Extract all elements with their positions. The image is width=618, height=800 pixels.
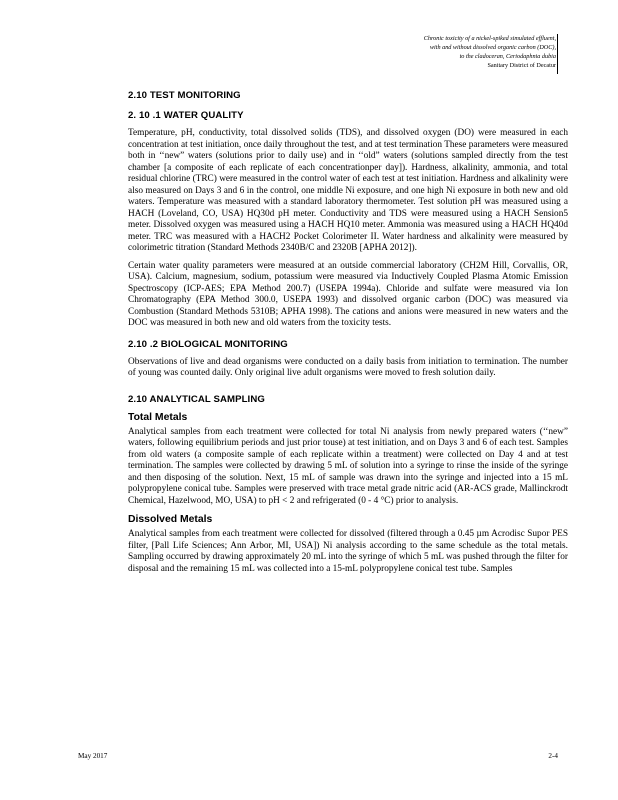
running-header xyxy=(256,34,556,70)
paragraph-water-quality-2: Certain water quality parameters were measured at an outside commercial laboratory (CH2M Hill, Corvallis, OR, USA). Calcium, magnesium, sodium, potassium were measured via Inductively Coupled Plasma Atomic Emission Spectroscopy (ICP-AES; EPA Method 200.7) (USEPA 1994a). Chloride and sulfate were measured via Ion Chromatography (EPA Method 300.0, USEPA 1993) and dissolved organic carbon (DOC) was measured via Combustion (Standard Methods 5310B; APHA 1998). The cations and anions were measured in new waters and the DOC was measured in both new and old waters from the toxicity tests. xyxy=(128,260,568,328)
paragraph-water-quality-1: Temperature, pH, conductivity, total dissolved solids (TDS), and dissolved oxygen (DO) were measured in each concentration at test initiation, once daily throughout the test, and at test termination These parameters were measured both in ‘‘new” waters (solutions prior to daily use) and in ‘‘old” waters (solutions sampled directly from the test chamber [a composite of each replicate of each concentrationper day]). Hardness, alkalinity, ammonia, and total residual chlorine (TRC) were measured in the control water of each test at test initiation. Hardness and alkalinity were also measured on Days 3 and 6 in the control, one middle Ni exposure, and one high Ni exposure in both new and old waters. Temperature was measured with a standard laboratory thermometer. Test solution pH was measured using a HACH (Loveland, CO, USA) HQ30d pH meter. Conductivity and TDS were measured using a HACH Sension5 meter. Dissolved oxygen was measured using a HACH HQ10 meter. Ammonia was measured using a HACH HQ40d meter. TRC was measured with a HACH2 Pocket Colorimeter II. Water hardness and alkalinity were measured by colorimetric titration (Standard Methods 2340B/C and 2320B [APHA 2012]). xyxy=(128,128,568,253)
header-line-2: with and without dissolved organic carbon (DOC), xyxy=(429,44,556,51)
header-org: Sanitary District of Decatur xyxy=(487,62,556,69)
main-content xyxy=(128,90,568,581)
footer-page-number: 2-4 xyxy=(548,752,558,760)
header-line-1: Chronic toxicity of a nickel-spiked simulated effluent, xyxy=(423,35,556,42)
heading-biological-monitoring: 2.10 .2 BIOLOGICAL MONITORING xyxy=(128,338,288,350)
footer-date: May 2017 xyxy=(78,752,108,760)
heading-total-metals: Total Metals xyxy=(128,411,188,423)
header-rule xyxy=(557,34,558,74)
paragraph-biological-monitoring: Observations of live and dead organisms were conducted on a daily basis from initiation to termination. The number of young was counted daily. Only original live adult organisms were moved to fresh solution daily. xyxy=(128,356,568,378)
paragraph-dissolved-metals: Analytical samples from each treatment were collected for dissolved (filtered through a 0.45 µm Acrodisc Supor PES filter, [Pall Life Sciences; Ann Arbor, MI, USA]) Ni analysis according to the same schedule as the total metals. Sampling occurred by drawing approximately 20 mL into the syringe of which 5 mL was pushed through the filter for disposal and the remaining 15 mL was collected into a 15-mL polypropylene conical test tube. Samples xyxy=(128,529,568,574)
paragraph-total-metals: Analytical samples from each treatment were collected for total Ni analysis from newly prepared waters (‘‘new” waters, following equilibrium periods and just prior touse) at test initiation, and on Days 3 and 6 of each test. Samples from old waters (a composite sample of each replicate within a treatment) were collected on Day 4 and at test termination. The samples were collected by drawing 5 mL of solution into a syringe to rinse the inside of the syringe and then disposing of the solution. Next, 15 mL of sample was drawn into the syringe and injected into a 15 mL polypropylene conical tube. Samples were preserved with trace metal grade nitric acid (AR-ACS grade, Mallinckrodt Chemical, Hazelwood, MO, USA) to pH < 2 and refrigerated (0 - 4 °C) prior to analysis. xyxy=(128,426,568,506)
heading-water-quality: 2. 10 .1 WATER QUALITY xyxy=(128,110,244,121)
heading-analytical-sampling: 2.10 ANALYTICAL SAMPLING xyxy=(128,393,265,405)
header-line-3: to the cladoceran, Ceriodaphnia dubia xyxy=(459,53,556,60)
heading-test-monitoring: 2.10 TEST MONITORING xyxy=(128,90,241,101)
heading-dissolved-metals: Dissolved Metals xyxy=(128,514,213,525)
